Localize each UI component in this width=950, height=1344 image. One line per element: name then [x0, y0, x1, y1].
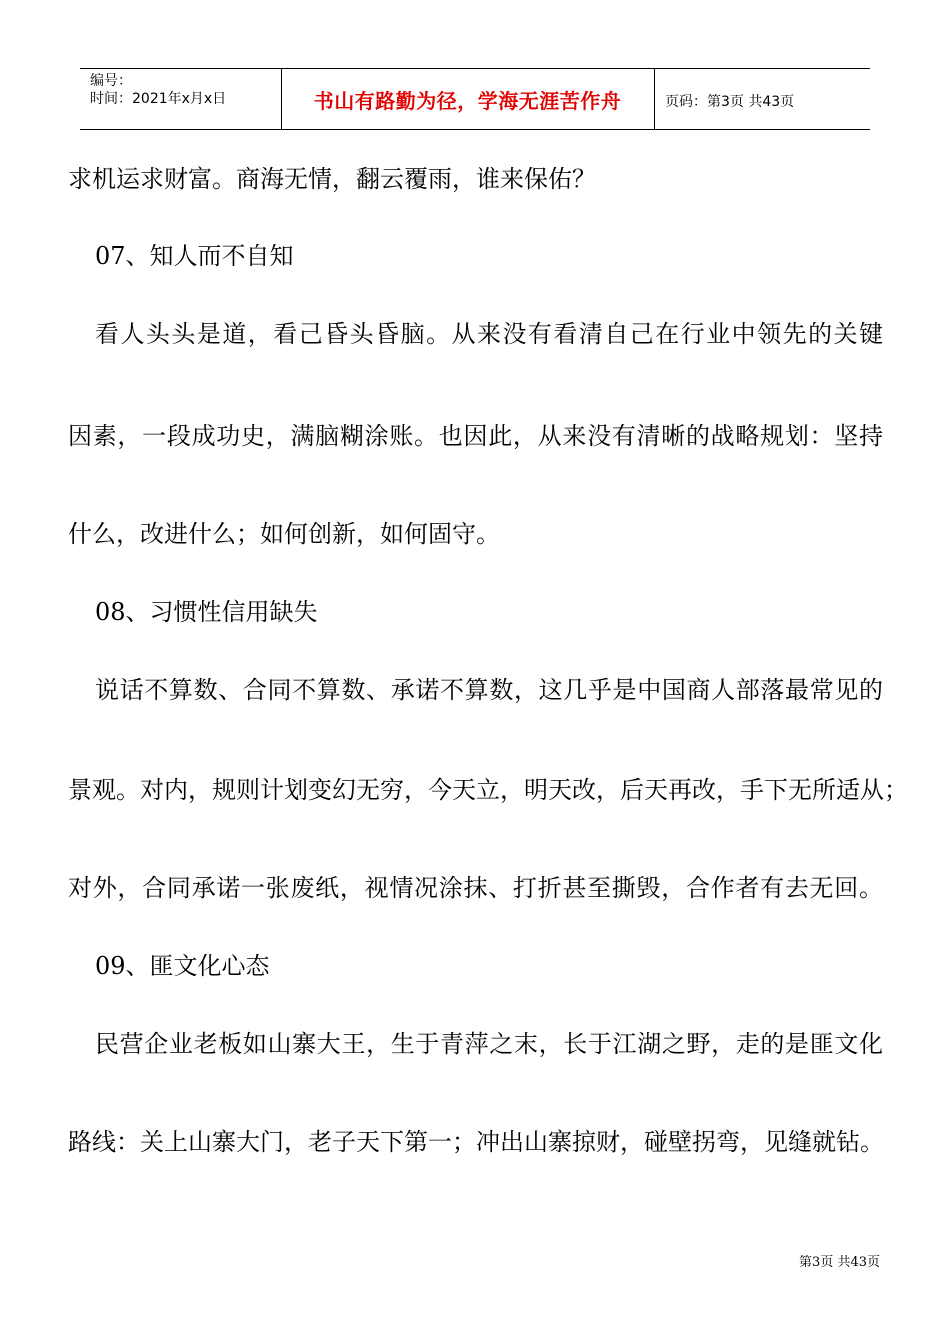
paragraph-line: 景观。对内，规则计划变幻无穷，今天立，明天改，后天再改，手下无所适从；	[68, 776, 908, 804]
section-heading-09: 09、匪文化心态	[95, 952, 270, 980]
page-footer: 第3页 共43页	[799, 1255, 880, 1270]
paragraph-line: 因素，一段成功史，满脑糊涂账。也因此，从来没有清晰的战略规划：坚持	[68, 422, 883, 450]
paragraph-line: 什么，改进什么；如何创新，如何固守。	[68, 520, 500, 548]
header-date-label: 时间：2021年x月x日	[90, 91, 227, 107]
paragraph-line: 路线：关上山寨大门，老子天下第一；冲出山寨掠财，碰壁拐弯，见缝就钻。	[68, 1128, 884, 1156]
paragraph-line: 说话不算数、合同不算数、承诺不算数，这几乎是中国商人部落最常见的	[95, 676, 883, 704]
header-meta	[90, 72, 226, 108]
header-number-label: 编号：	[90, 73, 132, 89]
paragraph-line: 看人头头是道，看己昏头昏脑。从来没有看清自己在行业中领先的关键	[95, 320, 883, 348]
page-header	[80, 68, 870, 130]
header-page-info: 页码：第3页 共43页	[665, 94, 795, 110]
paragraph-line: 求机运求财富。商海无情，翻云覆雨，谁来保佑？	[68, 165, 596, 193]
paragraph-line: 民营企业老板如山寨大王，生于青萍之末，长于江湖之野，走的是匪文化	[95, 1030, 883, 1058]
header-motto: 书山有路勤为径，学海无涯苦作舟	[313, 88, 622, 113]
section-heading-08: 08、习惯性信用缺失	[95, 598, 318, 626]
section-heading-07: 07、知人而不自知	[95, 242, 294, 270]
paragraph-line: 对外，合同承诺一张废纸，视情况涂抹、打折甚至撕毁，合作者有去无回。	[68, 874, 883, 902]
header-divider	[654, 69, 655, 129]
